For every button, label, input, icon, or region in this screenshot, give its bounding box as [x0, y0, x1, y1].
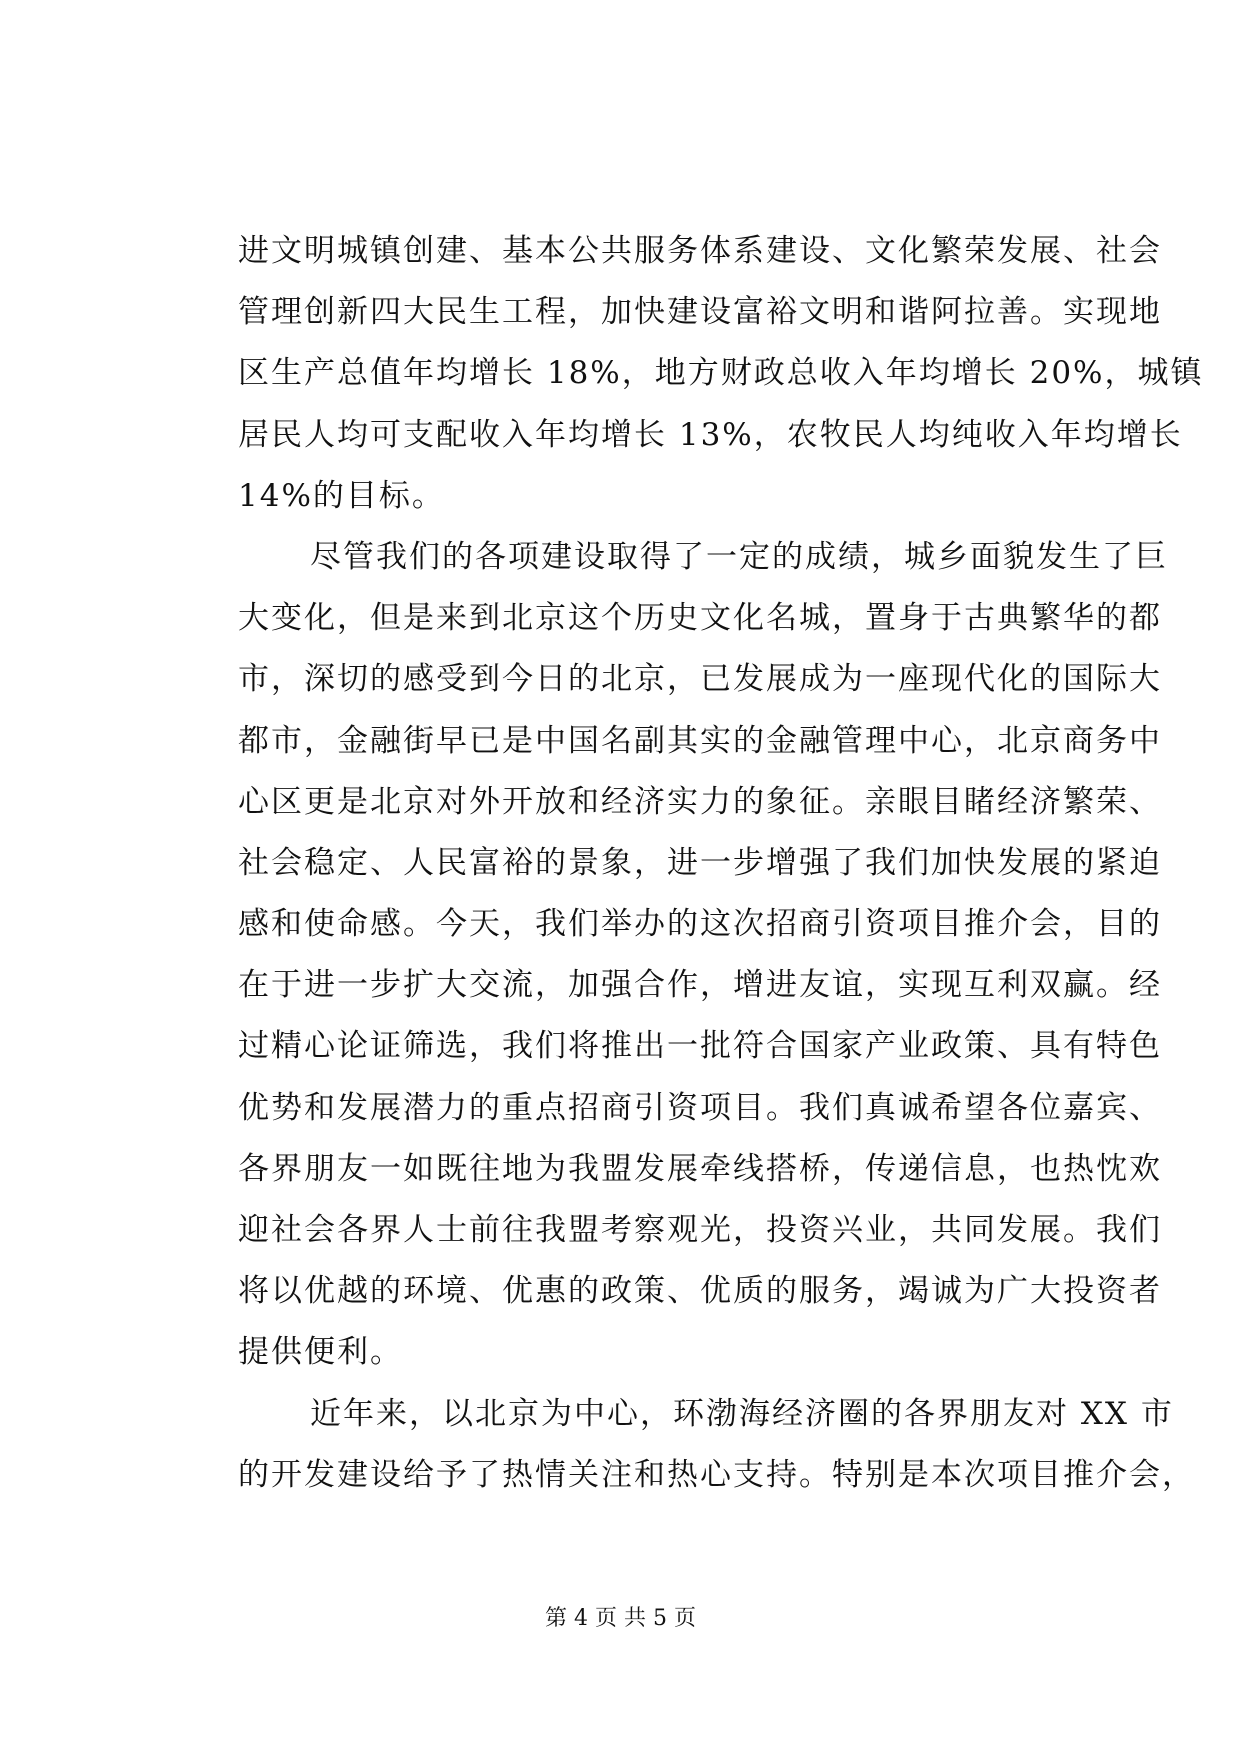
text-line: 管理创新四大民生工程，加快建设富裕文明和谐阿拉善。实现地 [238, 294, 1162, 331]
text-line: 过精心论证筛选，我们将推出一批符合国家产业政策、具有特色 [238, 1028, 1162, 1065]
text-line: 进文明城镇创建、基本公共服务体系建设、文化繁荣发展、社会 [238, 233, 1162, 269]
text-line: 尽管我们的各项建设取得了一定的成绩，城乡面貌发生了巨 [310, 538, 1168, 575]
text-line: 区生产总值年均增长 18%，地方财政总收入年均增长 20%，城镇 [238, 355, 1204, 392]
text-line: 迎社会各界人士前往我盟考察观光，投资兴业，共同发展。我们 [238, 1212, 1162, 1248]
text-line: 近年来，以北京为中心，环渤海经济圈的各界朋友对 XX 市 [310, 1395, 1174, 1432]
text-line: 的开发建设给予了热情关注和热心支持。特别是本次项目推介会， [238, 1456, 1195, 1493]
page-number-footer: 第 4 页 共 5 页 [545, 1606, 696, 1631]
text-line: 感和使命感。今天，我们举办的这次招商引资项目推介会，目的 [238, 906, 1162, 943]
text-line: 都市，金融街早已是中国名副其实的金融管理中心，北京商务中 [238, 722, 1162, 759]
text-line: 心区更是北京对外开放和经济实力的象征。亲眼目睹经济繁荣、 [238, 783, 1162, 820]
text-line: 社会稳定、人民富裕的景象，进一步增强了我们加快发展的紧迫 [238, 844, 1162, 881]
text-line: 将以优越的环境、优惠的政策、优质的服务，竭诚为广大投资者 [238, 1273, 1162, 1310]
text-line: 优势和发展潜力的重点招商引资项目。我们真诚希望各位嘉宾、 [238, 1089, 1162, 1126]
text-line: 市，深切的感受到今日的北京，已发展成为一座现代化的国际大 [238, 661, 1162, 698]
text-line: 居民人均可支配收入年均增长 13%，农牧民人均纯收入年均增长 [238, 416, 1183, 453]
text-line: 提供便利。 [238, 1334, 403, 1371]
text-line: 在于进一步扩大交流，加强合作，增进友谊，实现互利双赢。经 [238, 967, 1162, 1004]
text-line: 各界朋友一如既往地为我盟发展牵线搭桥，传递信息，也热忱欢 [238, 1150, 1162, 1187]
document-body [238, 221, 1204, 1506]
text-line: 大变化，但是来到北京这个历史文化名城，置身于古典繁华的都 [238, 600, 1162, 637]
text-line: 14%的目标。 [238, 477, 445, 514]
